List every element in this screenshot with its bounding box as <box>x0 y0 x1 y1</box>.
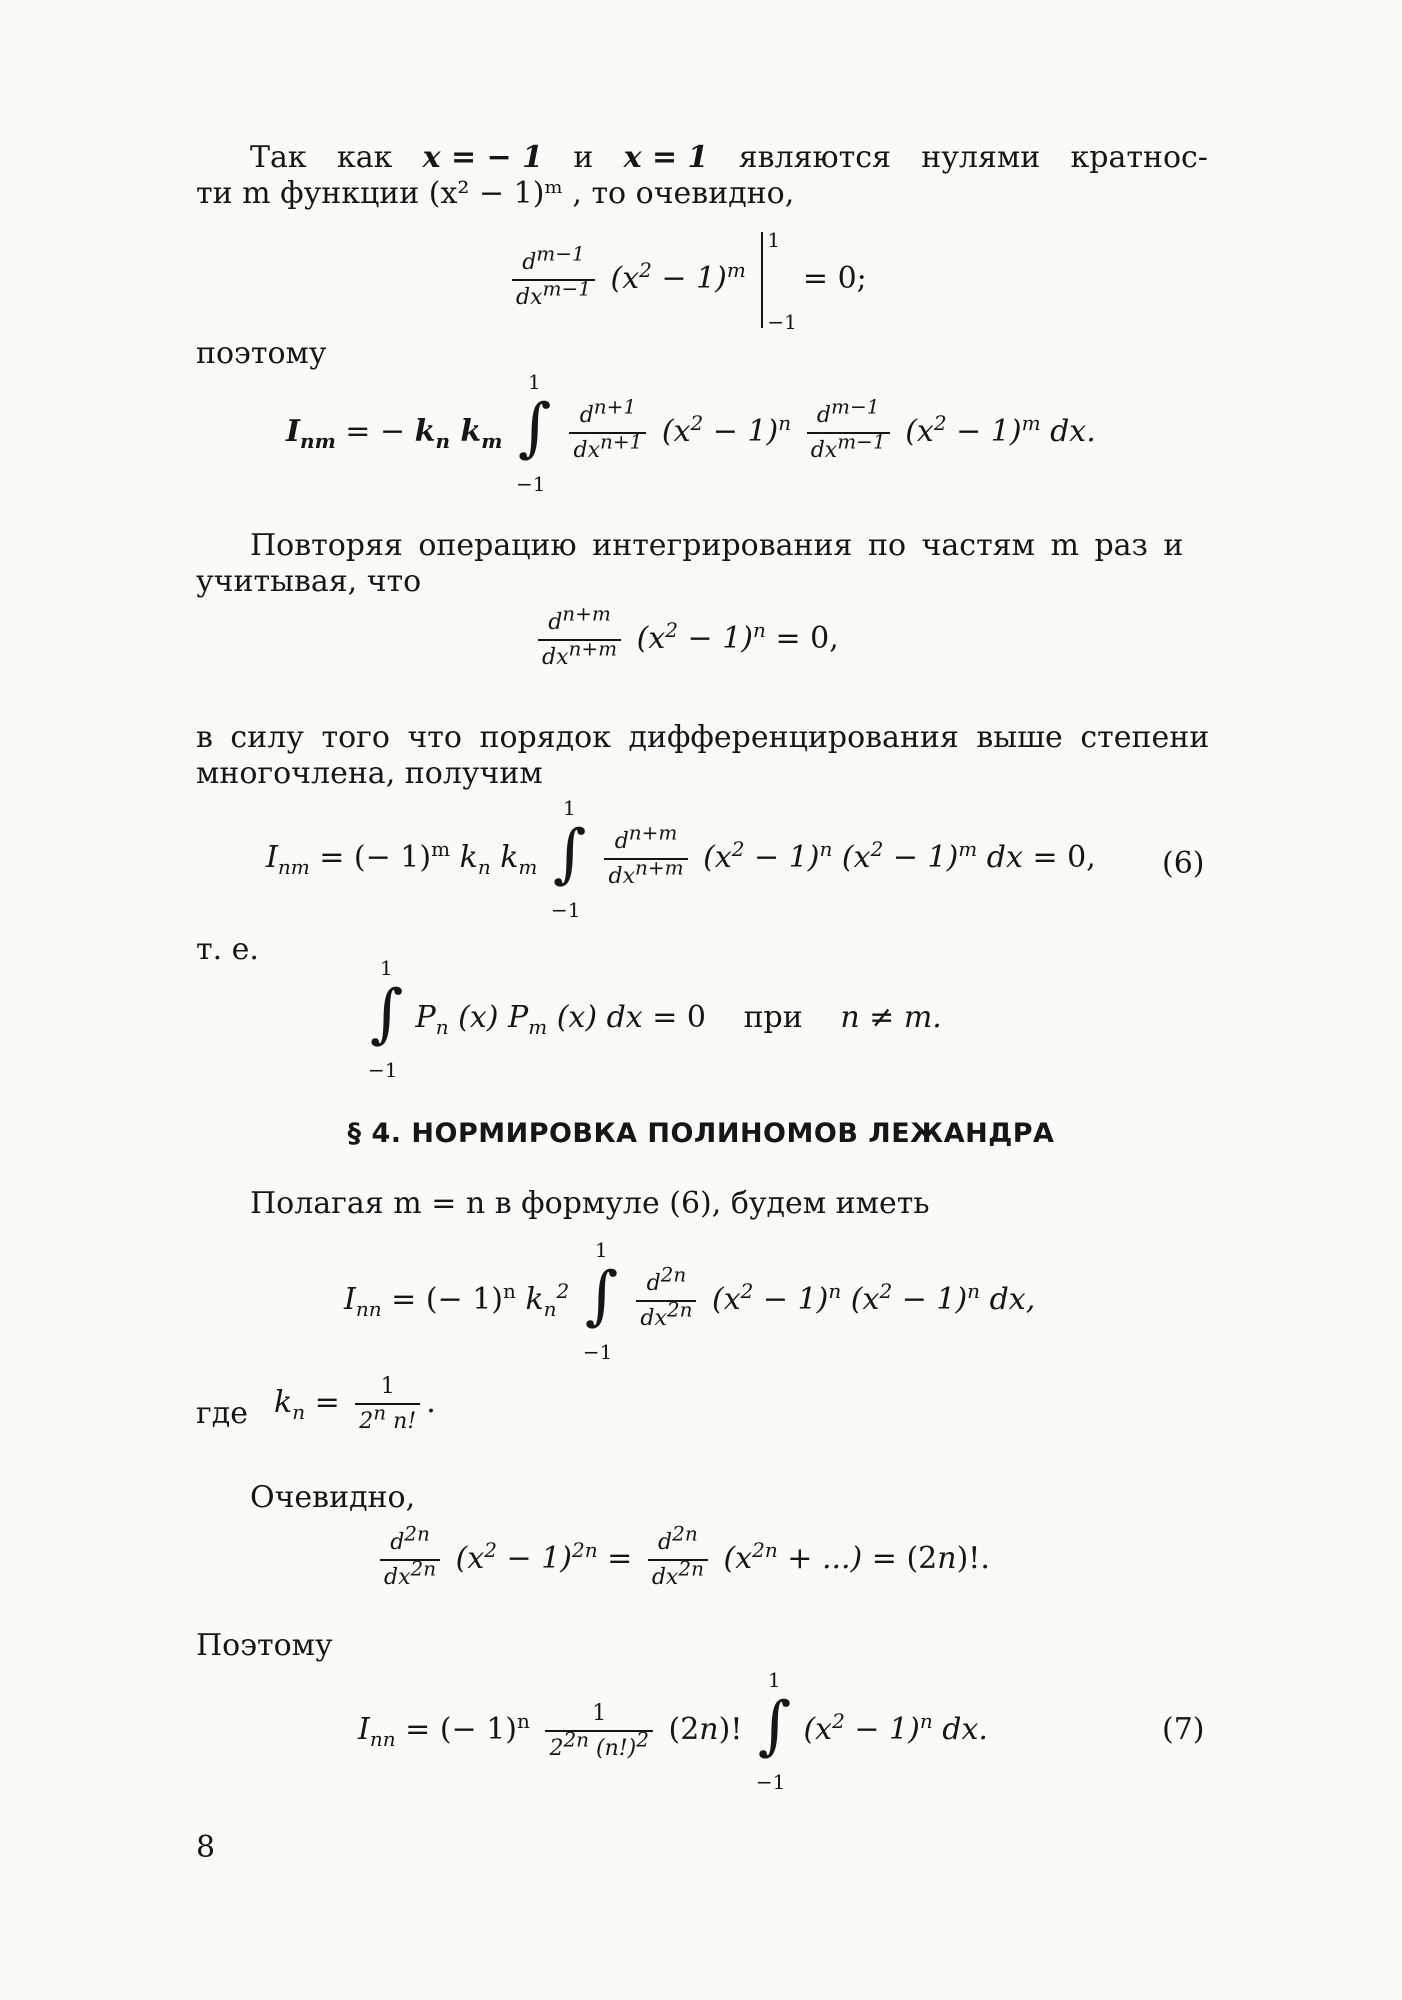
word: и <box>573 140 594 175</box>
text-gde: где <box>196 1396 248 1431</box>
paragraph-3-line-2: многочлена, получим <box>196 756 543 791</box>
paragraph-1-line-1 <box>250 138 1208 178</box>
equation-derivative-boundary: $\frac{d^{m-1}}{dx^{m-1}}$ $(x^2 - 1)^m$ 1 −1 = 0; <box>506 232 867 328</box>
equation-high-derivative-zero: $\frac{d^{n+m}}{dx^{n+m}}$ $(x^2 - 1)^n = 0$, <box>532 610 839 670</box>
equation-2n-derivative: $\frac{d^{2n}}{dx^{2n}}$ $(x^2 - 1)^{2n}$ = $\frac{d^{2n}}{dx^{2n}}$ ($x^{2n}$ + ...) = (2n)!. <box>374 1530 990 1590</box>
word: кратнос- <box>1070 140 1208 175</box>
word: как <box>336 140 393 175</box>
section-heading: § 4. НОРМИРОВКА ПОЛИНОМОВ ЛЕЖАНДРА <box>347 1118 1055 1149</box>
equation-inn-integral: $I_{nn}$ = (− 1)$^n$ $k_n^2$ 1 ∫ −1 $\frac{d^{2n}}{dx^{2n}}$ $(x^2 - 1)^n$ $(x^2 - 1)^n$ dx, <box>344 1238 1036 1364</box>
word: являются <box>738 140 891 175</box>
paragraph-2-line-1: Повторяя операцию интегрирования по частям m раз и <box>250 528 1184 563</box>
word: x = 1 <box>623 140 709 175</box>
paragraph-4: Полагая m = n в формуле (6), будем иметь <box>250 1186 930 1221</box>
equation-kn-definition: $k_n$ = $\frac{1}{2^n n!}$ . <box>274 1374 436 1434</box>
equation-7: $I_{nn}$ = (− 1)$^n$ $\frac{1}{2^{2n} (n!)^2}$ (2n)! 1 ∫ −1 $(x^2 - 1)^n$ dx. <box>358 1668 988 1794</box>
word: Так <box>250 140 307 175</box>
equation-6: $I_{nm}$ = (− 1)$^m$ $k_n$ $k_m$ 1 ∫ −1 $\frac{d^{n+m}}{dx^{n+m}}$ $(x^2 - 1)^n$ $(x^2 - 1)^m$ dx = 0, <box>266 796 1096 922</box>
equation-orthogonality: 1 ∫ −1 $P_n$ (x) $P_m$ (x) dx = 0 при n ≠ m. <box>368 956 942 1082</box>
word: нулями <box>921 140 1041 175</box>
equation-inm-integral: $I_{nm}$ = − $k_n$ $k_m$ 1 ∫ −1 $\frac{d^{n+1}}{dx^{n+1}}$ $(x^2 - 1)^n$ $\frac{d^{m-1}}{dx^{m-1}}$ $(x^2 - 1)^m$ dx. <box>286 370 1096 496</box>
text-poetomu-2: Поэтому <box>196 1628 333 1663</box>
paragraph-1-line-2: ти m функции (x² − 1)ᵐ , то очевидно, <box>196 176 795 211</box>
equation-number-6: (6) <box>1162 846 1205 881</box>
pri-word: при <box>743 1000 803 1035</box>
text-te: т. е. <box>196 932 259 967</box>
equation-number-7: (7) <box>1162 1712 1205 1747</box>
text-ochevidno: Очевидно, <box>250 1480 416 1515</box>
page-number: 8 <box>196 1830 216 1865</box>
paragraph-3-line-1: в силу того что порядок дифференцирования выше степени <box>196 720 1210 755</box>
text-poetomu-1: поэтому <box>196 336 327 371</box>
word: x = − 1 <box>422 140 544 175</box>
paragraph-2-line-2: учитывая, что <box>196 564 422 599</box>
